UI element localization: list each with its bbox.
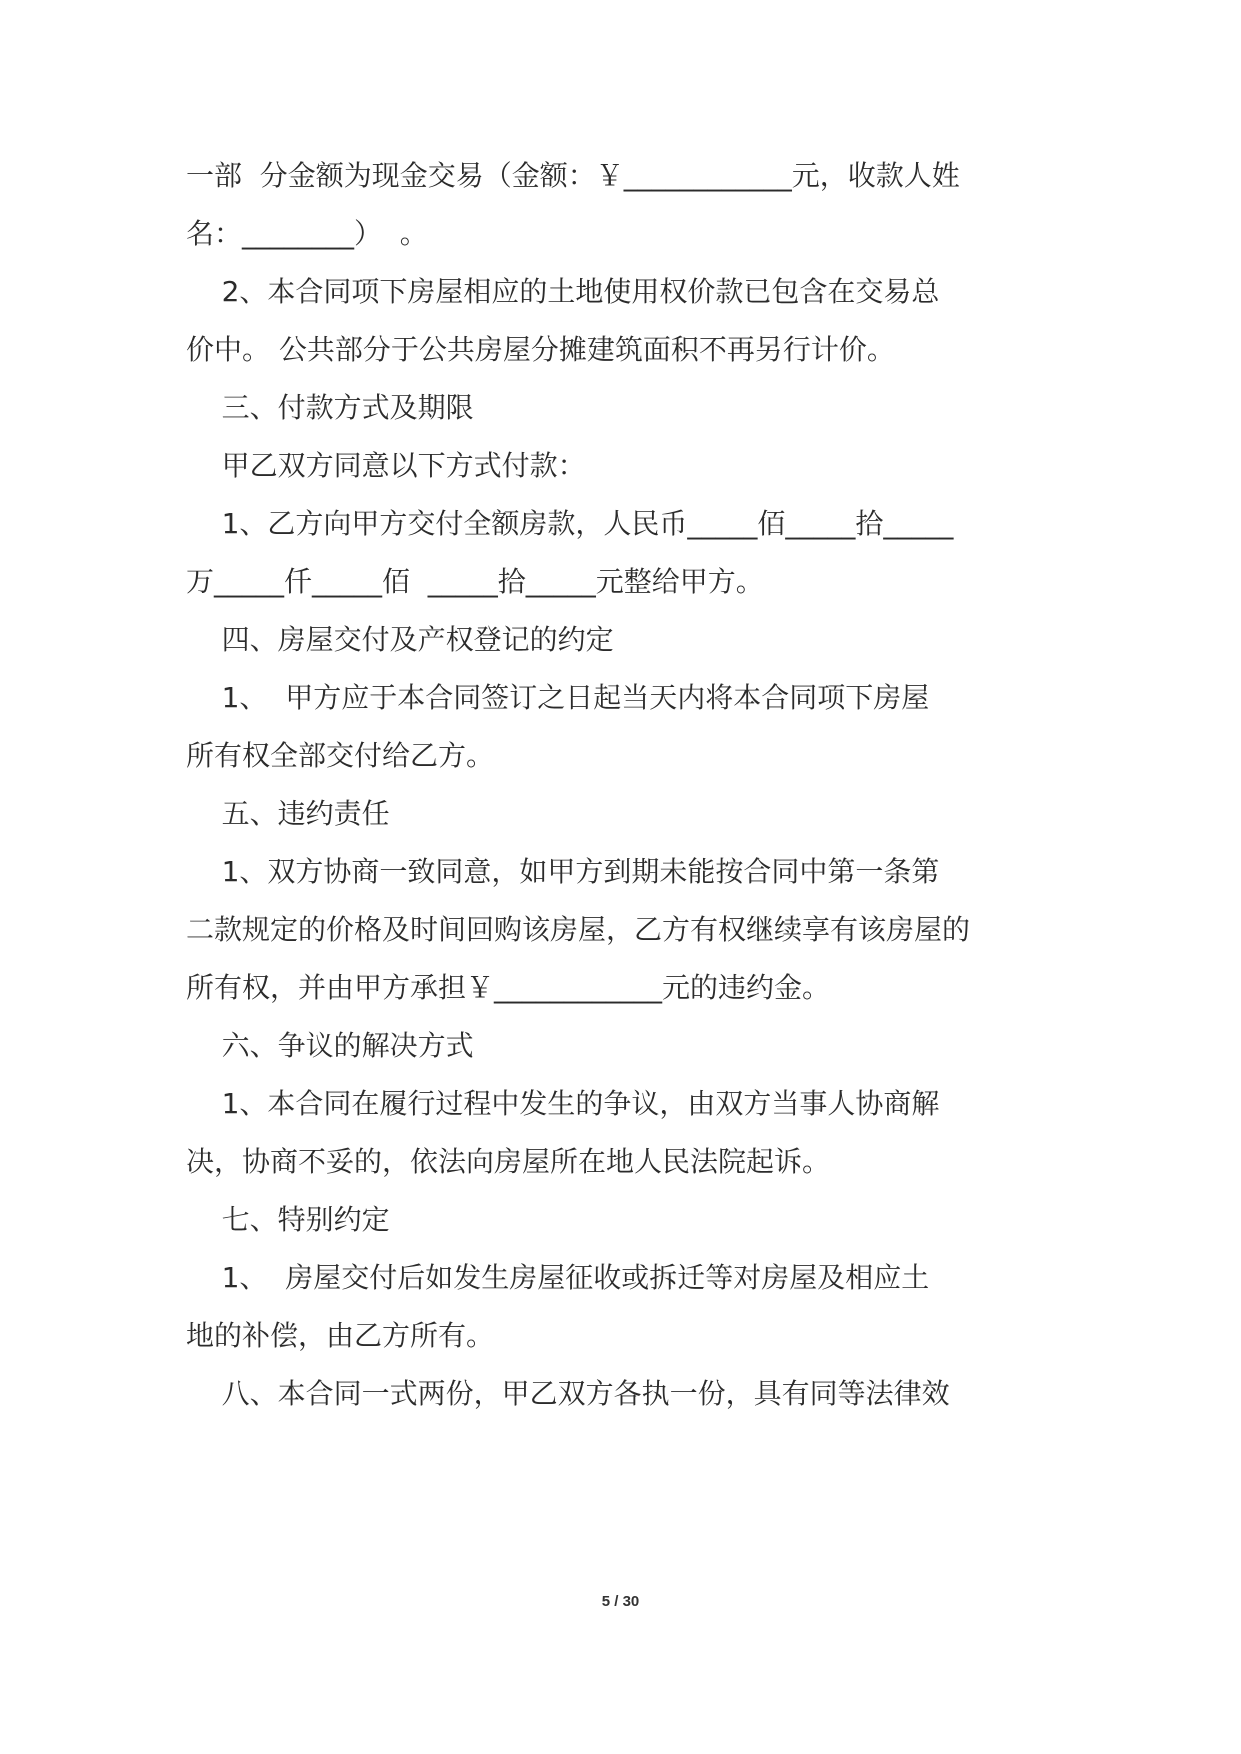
- text-line: 价中。 公共部分于公共房屋分摊建筑面积不再另行计价。: [186, 333, 895, 366]
- section-heading: 七、特别约定: [186, 1203, 390, 1236]
- text-line: 所有权，并由甲方承担￥____________元的违约金。: [186, 971, 831, 1004]
- text-line: 1、双方协商一致同意，如甲方到期未能按合同中第一条第: [186, 855, 940, 888]
- text-line: 1、乙方向甲方交付全额房款，人民币_____佰_____拾_____: [186, 507, 954, 540]
- text-line: 1、本合同在履行过程中发生的争议，由双方当事人协商解: [186, 1087, 940, 1120]
- text-line: 万_____仟_____佰 _____拾_____元整给甲方。: [186, 565, 764, 598]
- text-line: 甲乙双方同意以下方式付款：: [186, 449, 586, 482]
- text-line: 1、 甲方应于本合同签订之日起当天内将本合同项下房屋: [186, 681, 930, 714]
- text-line: 决，协商不妥的，依法向房屋所在地人民法院起诉。: [186, 1145, 831, 1178]
- text-line: 八、本合同一式两份，甲乙双方各执一份，具有同等法律效: [186, 1377, 950, 1410]
- page-number: 5 / 30: [601, 1593, 640, 1610]
- section-heading: 四、房屋交付及产权登记的约定: [186, 623, 614, 656]
- text-line: 名：________） 。: [186, 217, 428, 250]
- section-heading: 三、付款方式及期限: [186, 391, 474, 424]
- text-line: 1、 房屋交付后如发生房屋征收或拆迁等对房屋及相应土: [186, 1261, 930, 1294]
- text-line: 二款规定的价格及时间回购该房屋，乙方有权继续享有该房屋的: [186, 913, 971, 946]
- section-heading: 五、违约责任: [186, 797, 390, 830]
- text-line: 一部 分金额为现金交易（金额：￥____________元，收款人姓: [186, 159, 960, 192]
- text-line: 2、本合同项下房屋相应的土地使用权价款已包含在交易总: [186, 275, 940, 308]
- text-line: 地的补偿，由乙方所有。: [186, 1319, 495, 1352]
- text-line: 所有权全部交付给乙方。: [186, 739, 495, 772]
- section-heading: 六、争议的解决方式: [186, 1029, 474, 1062]
